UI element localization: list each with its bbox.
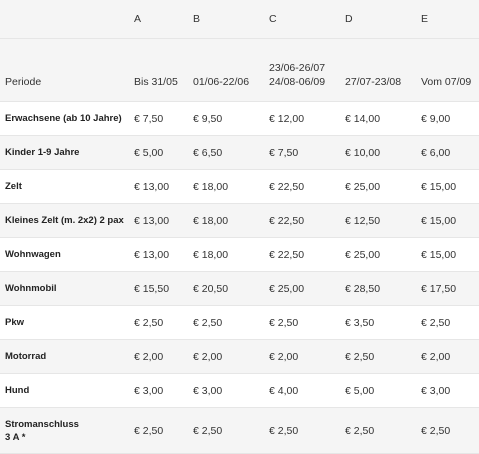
price-cell: € 2,50: [129, 408, 188, 454]
price-cell: € 25,00: [264, 272, 340, 306]
price-cell: € 3,50: [340, 306, 416, 340]
price-cell: € 5,00: [129, 136, 188, 170]
header-row-periods: [0, 39, 479, 102]
price-cell: € 9,00: [416, 102, 479, 136]
category-cell: [0, 170, 129, 204]
price-cell: € 2,50: [340, 408, 416, 454]
price-cell: € 7,50: [129, 102, 188, 136]
column-letter-cell: B: [188, 0, 264, 39]
price-cell: € 15,00: [416, 204, 479, 238]
period-label: Periode: [5, 76, 42, 88]
column-letter-cell: [0, 0, 129, 39]
price-cell: € 2,50: [416, 306, 479, 340]
category-cell: [0, 272, 129, 306]
column-letter-cell: D: [340, 0, 416, 39]
price-cell: € 2,50: [264, 306, 340, 340]
column-letter-cell: E: [416, 0, 479, 39]
period-header-cell: [264, 39, 340, 102]
category-cell: [0, 102, 129, 136]
category-cell: [0, 374, 129, 408]
category-label: Wohnmobil: [5, 283, 57, 294]
price-cell: € 2,00: [129, 340, 188, 374]
price-cell: € 14,00: [340, 102, 416, 136]
price-cell: € 7,50: [264, 136, 340, 170]
price-cell: € 18,00: [188, 170, 264, 204]
price-cell: € 2,50: [264, 408, 340, 454]
category-label: Pkw: [5, 317, 25, 328]
price-cell: € 13,00: [129, 238, 188, 272]
period-header-cell: [188, 39, 264, 102]
price-cell: € 13,00: [129, 170, 188, 204]
period-header-cell: [416, 39, 479, 102]
category-cell: [0, 340, 129, 374]
category-cell: [0, 408, 129, 454]
price-cell: € 3,00: [129, 374, 188, 408]
category-label: Hund: [5, 385, 30, 396]
category-label: Erwachsene (ab 10 Jahre): [5, 113, 122, 124]
table-row: [0, 408, 479, 454]
table-row: [0, 306, 479, 340]
price-cell: € 2,50: [188, 306, 264, 340]
column-letter-cell: C: [264, 0, 340, 39]
header-row-letters: [0, 0, 479, 39]
price-cell: € 18,00: [188, 204, 264, 238]
period-header-cell: [0, 39, 129, 102]
price-cell: € 22,50: [264, 204, 340, 238]
price-cell: € 2,50: [340, 340, 416, 374]
price-cell: € 12,00: [264, 102, 340, 136]
category-label: 3 A *: [5, 431, 26, 443]
price-cell: € 2,50: [188, 408, 264, 454]
period-header-cell: [340, 39, 416, 102]
price-cell: € 22,50: [264, 238, 340, 272]
category-cell: [0, 306, 129, 340]
period-label: 27/07-23/08: [345, 76, 402, 88]
price-cell: € 15,50: [129, 272, 188, 306]
period-label: 23/06-26/07: [269, 62, 326, 74]
price-cell: € 22,50: [264, 170, 340, 204]
price-table-body: [0, 102, 479, 454]
price-cell: € 2,50: [129, 306, 188, 340]
price-cell: € 12,50: [340, 204, 416, 238]
price-cell: € 15,00: [416, 238, 479, 272]
price-cell: € 2,00: [264, 340, 340, 374]
table-row: [0, 136, 479, 170]
period-label: Vom 07/09: [421, 76, 472, 88]
price-cell: € 13,00: [129, 204, 188, 238]
price-cell: € 25,00: [340, 170, 416, 204]
table-row: [0, 374, 479, 408]
price-table-header: [0, 0, 479, 102]
price-cell: € 4,00: [264, 374, 340, 408]
price-cell: € 3,00: [416, 374, 479, 408]
price-cell: € 20,50: [188, 272, 264, 306]
price-cell: € 2,00: [416, 340, 479, 374]
price-cell: € 6,50: [188, 136, 264, 170]
table-row: [0, 170, 479, 204]
price-cell: € 9,50: [188, 102, 264, 136]
price-cell: € 5,00: [340, 374, 416, 408]
price-cell: € 2,50: [416, 408, 479, 454]
price-cell: € 15,00: [416, 170, 479, 204]
table-row: [0, 238, 479, 272]
price-cell: € 17,50: [416, 272, 479, 306]
category-cell: [0, 136, 129, 170]
price-cell: € 28,50: [340, 272, 416, 306]
category-label: Zelt: [5, 181, 22, 192]
table-row: [0, 272, 479, 306]
table-row: [0, 340, 479, 374]
period-label: 24/08-06/09: [269, 76, 326, 88]
category-cell: [0, 204, 129, 238]
category-label: Stromanschluss: [5, 418, 79, 430]
table-row: [0, 204, 479, 238]
period-label: Bis 31/05: [134, 76, 178, 88]
price-cell: € 6,00: [416, 136, 479, 170]
price-cell: € 10,00: [340, 136, 416, 170]
category-label: Kinder 1-9 Jahre: [5, 147, 80, 158]
category-label: Kleines Zelt (m. 2x2) 2 pax: [5, 215, 124, 226]
category-label: Motorrad: [5, 351, 47, 362]
period-header-cell: [129, 39, 188, 102]
column-letter-cell: A: [129, 0, 188, 39]
price-cell: € 18,00: [188, 238, 264, 272]
category-label: Wohnwagen: [5, 249, 61, 260]
table-row: [0, 102, 479, 136]
category-cell: [0, 238, 129, 272]
price-cell: € 2,00: [188, 340, 264, 374]
period-label: 01/06-22/06: [193, 76, 250, 88]
price-cell: € 3,00: [188, 374, 264, 408]
price-cell: € 25,00: [340, 238, 416, 272]
